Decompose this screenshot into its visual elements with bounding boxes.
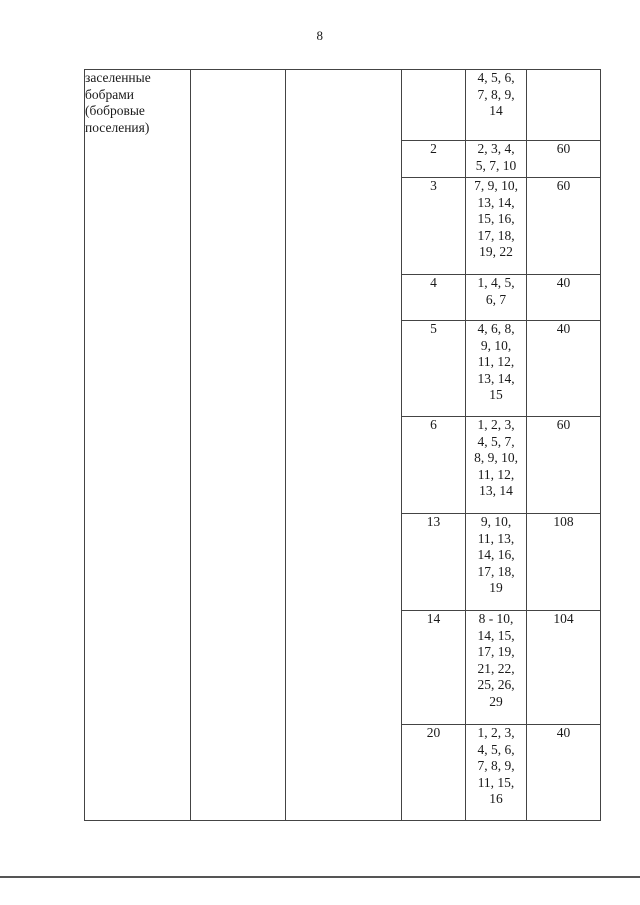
category-label: заселенные бобрами (бобровые поселения) bbox=[85, 70, 151, 135]
sections-list-cell: 2, 3, 4, 5, 7, 10 bbox=[466, 141, 527, 178]
category-cell bbox=[85, 70, 191, 821]
table-row bbox=[85, 70, 601, 141]
sections-list-cell: 1, 2, 3, 4, 5, 7, 8, 9, 10, 11, 12, 13, 14 bbox=[466, 417, 527, 514]
empty-column-2 bbox=[191, 70, 286, 821]
page-number: 8 bbox=[316, 28, 324, 43]
value-cell: 60 bbox=[527, 417, 601, 514]
sections-list-cell: 9, 10, 11, 13, 14, 16, 17, 18, 19 bbox=[466, 514, 527, 611]
sections-list-cell: 1, 2, 3, 4, 5, 6, 7, 8, 9, 11, 15, 16 bbox=[466, 725, 527, 821]
sections-list-cell: 7, 9, 10, 13, 14, 15, 16, 17, 18, 19, 22 bbox=[466, 178, 527, 275]
value-cell: 108 bbox=[527, 514, 601, 611]
page-bottom-divider bbox=[0, 876, 640, 878]
value-cell: 40 bbox=[527, 275, 601, 321]
section-number-cell: 5 bbox=[402, 321, 466, 417]
value-cell: 60 bbox=[527, 141, 601, 178]
sections-list-cell: 4, 5, 6, 7, 8, 9, 14 bbox=[466, 70, 527, 141]
section-number-cell: 6 bbox=[402, 417, 466, 514]
section-number-cell: 14 bbox=[402, 611, 466, 725]
empty-column-3 bbox=[286, 70, 402, 821]
sections-list-cell: 1, 4, 5, 6, 7 bbox=[466, 275, 527, 321]
hunting-grounds-table bbox=[84, 69, 601, 821]
value-cell: 104 bbox=[527, 611, 601, 725]
section-number-cell bbox=[402, 70, 466, 141]
section-number-cell: 13 bbox=[402, 514, 466, 611]
sections-list-cell: 8 - 10, 14, 15, 17, 19, 21, 22, 25, 26, 29 bbox=[466, 611, 527, 725]
value-cell: 60 bbox=[527, 178, 601, 275]
section-number-cell: 20 bbox=[402, 725, 466, 821]
value-cell: 40 bbox=[527, 321, 601, 417]
section-number-cell: 4 bbox=[402, 275, 466, 321]
sections-list-cell: 4, 6, 8, 9, 10, 11, 12, 13, 14, 15 bbox=[466, 321, 527, 417]
value-cell: 40 bbox=[527, 725, 601, 821]
value-cell bbox=[527, 70, 601, 141]
section-number-cell: 2 bbox=[402, 141, 466, 178]
section-number-cell: 3 bbox=[402, 178, 466, 275]
